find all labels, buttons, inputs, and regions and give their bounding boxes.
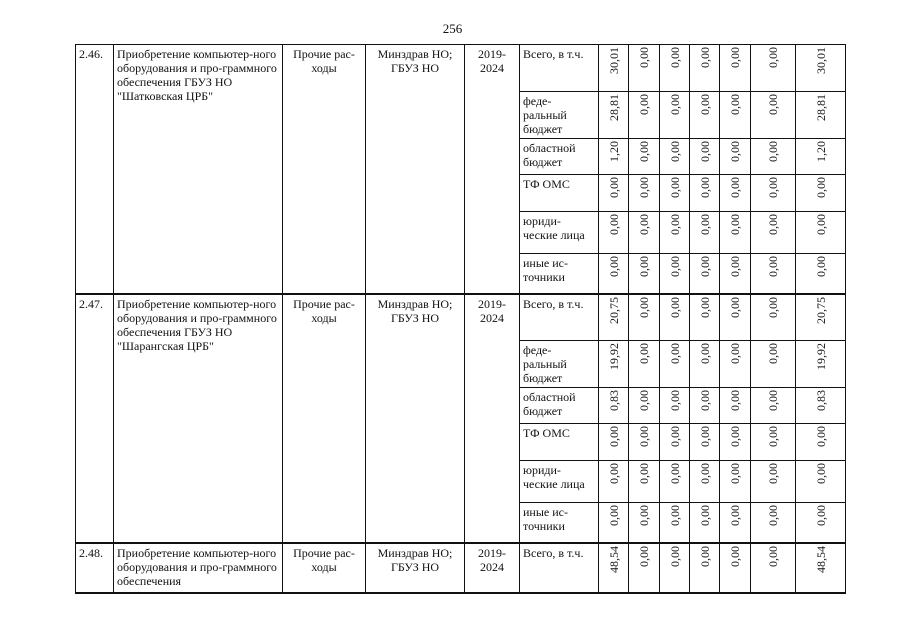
value-text: 20,75 — [813, 296, 828, 324]
value-cell — [660, 503, 690, 543]
value-cell — [690, 424, 720, 461]
value-cell — [599, 254, 629, 294]
value-text: 0,00 — [606, 256, 621, 277]
value-text: 0,00 — [667, 256, 682, 277]
item-number: 2.46. — [76, 45, 114, 294]
value-cell — [796, 341, 846, 388]
value-cell — [629, 294, 660, 341]
value-cell — [629, 424, 660, 461]
value-text: 1,20 — [813, 141, 828, 162]
funding-source: областной бюджет — [520, 139, 599, 175]
value-text: 0,00 — [637, 214, 651, 235]
value-text: 19,92 — [813, 343, 828, 370]
value-cell — [720, 254, 751, 294]
value-text: 0,00 — [728, 94, 742, 115]
table-row — [76, 543, 846, 593]
value-text: 0,00 — [637, 390, 651, 411]
value-text: 0,00 — [667, 141, 682, 162]
value-cell — [720, 503, 751, 543]
value-cell — [629, 388, 660, 424]
funding-source: иные ис-точники — [520, 503, 599, 543]
value-text: 0,00 — [766, 545, 780, 567]
value-cell — [720, 92, 751, 139]
executor: Минздрав НО; ГБУЗ НО — [366, 543, 465, 593]
value-text: 28,81 — [813, 94, 828, 121]
value-cell — [660, 341, 690, 388]
value-text: 28,81 — [606, 94, 621, 121]
value-cell — [599, 461, 629, 503]
value-text: 0,00 — [667, 94, 682, 115]
value-text: 0,00 — [637, 505, 651, 526]
value-cell — [660, 461, 690, 503]
value-cell — [751, 461, 796, 503]
value-cell — [690, 341, 720, 388]
funding-source: Всего, в т.ч. — [520, 45, 599, 92]
value-text: 48,54 — [813, 545, 828, 573]
value-cell — [751, 175, 796, 212]
value-cell — [629, 139, 660, 175]
value-text: 0,00 — [697, 505, 712, 526]
value-cell — [796, 212, 846, 254]
value-cell — [796, 254, 846, 294]
value-text: 0,00 — [728, 545, 742, 567]
expense-type: Прочие рас-ходы — [283, 45, 366, 294]
value-text: 48,54 — [606, 545, 621, 573]
value-cell — [629, 175, 660, 212]
value-text: 0,00 — [728, 463, 742, 484]
value-text: 0,00 — [667, 505, 682, 526]
item-name: Приобретение компьютер-ного оборудования и про-граммного обеспечения — [114, 543, 283, 593]
value-text: 0,00 — [637, 545, 651, 567]
expense-type: Прочие рас-ходы — [283, 543, 366, 593]
value-text: 30,01 — [606, 47, 621, 74]
value-cell — [751, 294, 796, 341]
value-text: 0,00 — [637, 177, 651, 198]
value-text: 0,00 — [813, 505, 828, 526]
value-text: 0,00 — [766, 426, 780, 447]
value-cell — [690, 388, 720, 424]
value-cell — [751, 341, 796, 388]
value-text: 0,00 — [728, 505, 742, 526]
value-text: 0,00 — [637, 94, 651, 115]
funding-source: феде-ральный бюджет — [520, 341, 599, 388]
value-cell — [660, 45, 690, 92]
program-table — [75, 44, 846, 594]
value-text: 0,00 — [667, 390, 682, 411]
value-text: 0,83 — [813, 390, 828, 411]
value-text: 0,00 — [697, 141, 712, 162]
value-cell — [720, 175, 751, 212]
value-cell — [690, 139, 720, 175]
value-cell — [690, 175, 720, 212]
value-cell — [796, 424, 846, 461]
value-text: 0,00 — [766, 390, 780, 411]
value-text: 0,00 — [697, 463, 712, 484]
value-text: 0,00 — [606, 214, 621, 235]
value-cell — [599, 175, 629, 212]
value-cell — [751, 254, 796, 294]
value-text: 0,00 — [697, 296, 712, 318]
funding-source: Всего, в т.ч. — [520, 294, 599, 341]
value-cell — [599, 503, 629, 543]
value-cell — [629, 45, 660, 92]
value-cell — [599, 92, 629, 139]
value-cell — [751, 45, 796, 92]
value-text: 0,00 — [766, 141, 780, 162]
funding-source: юриди-ческие лица — [520, 461, 599, 503]
value-cell — [599, 543, 629, 593]
value-cell — [599, 294, 629, 341]
value-text: 0,00 — [766, 94, 780, 115]
value-cell — [660, 294, 690, 341]
value-text: 0,00 — [697, 47, 712, 68]
value-cell — [720, 294, 751, 341]
value-text: 0,00 — [766, 256, 780, 277]
value-cell — [629, 341, 660, 388]
value-text: 0,00 — [667, 47, 682, 68]
value-cell — [796, 388, 846, 424]
funding-source: иные ис-точники — [520, 254, 599, 294]
table-row — [76, 45, 846, 92]
value-cell — [751, 212, 796, 254]
value-text: 0,00 — [813, 426, 828, 447]
item-name: Приобретение компьютер-ного оборудования и про-граммного обеспечения ГБУЗ НО "Шарангская ЦРБ" — [114, 294, 283, 543]
value-cell — [751, 388, 796, 424]
value-text: 0,00 — [697, 545, 712, 567]
value-cell — [796, 175, 846, 212]
funding-source: юриди-ческие лица — [520, 212, 599, 254]
value-text: 0,00 — [667, 177, 682, 198]
value-cell — [751, 503, 796, 543]
value-text: 0,00 — [728, 426, 742, 447]
table-row — [76, 294, 846, 341]
value-text: 0,00 — [813, 214, 828, 235]
value-text: 0,00 — [637, 343, 651, 364]
value-cell — [629, 503, 660, 543]
value-cell — [796, 45, 846, 92]
value-text: 0,00 — [667, 214, 682, 235]
value-cell — [690, 212, 720, 254]
value-text: 0,00 — [728, 296, 742, 318]
funding-source: Всего, в т.ч. — [520, 543, 599, 593]
value-text: 0,00 — [637, 296, 651, 318]
value-text: 0,00 — [766, 47, 780, 68]
value-text: 0,00 — [667, 343, 682, 364]
value-cell — [629, 461, 660, 503]
value-cell — [720, 212, 751, 254]
value-cell — [599, 388, 629, 424]
value-text: 0,00 — [637, 47, 651, 68]
value-text: 0,00 — [813, 463, 828, 484]
value-text: 0,00 — [637, 463, 651, 484]
value-text: 0,00 — [606, 426, 621, 447]
value-cell — [751, 92, 796, 139]
value-cell — [720, 388, 751, 424]
value-text: 0,00 — [728, 177, 742, 198]
value-cell — [690, 45, 720, 92]
value-text: 0,00 — [813, 256, 828, 277]
value-cell — [660, 139, 690, 175]
value-cell — [796, 543, 846, 593]
value-text: 0,00 — [766, 214, 780, 235]
value-cell — [796, 294, 846, 341]
value-text: 0,00 — [728, 390, 742, 411]
value-text: 0,00 — [766, 463, 780, 484]
value-text: 0,00 — [606, 177, 621, 198]
value-cell — [629, 92, 660, 139]
value-cell — [796, 139, 846, 175]
value-cell — [720, 45, 751, 92]
value-cell — [796, 461, 846, 503]
value-cell — [690, 92, 720, 139]
value-cell — [660, 175, 690, 212]
value-cell — [720, 139, 751, 175]
value-text: 0,00 — [667, 463, 682, 484]
value-text: 0,00 — [697, 94, 712, 115]
value-cell — [660, 92, 690, 139]
value-text: 0,00 — [728, 214, 742, 235]
value-text: 0,00 — [697, 426, 712, 447]
value-text: 0,00 — [728, 47, 742, 68]
value-cell — [629, 254, 660, 294]
value-text: 0,00 — [637, 256, 651, 277]
value-text: 0,00 — [667, 296, 682, 318]
value-cell — [660, 543, 690, 593]
value-cell — [599, 212, 629, 254]
value-text: 20,75 — [606, 296, 621, 324]
item-name: Приобретение компьютер-ного оборудования и про-граммного обеспечения ГБУЗ НО "Шатковская ЦРБ" — [114, 45, 283, 294]
value-text: 0,00 — [766, 177, 780, 198]
value-text: 0,00 — [766, 296, 780, 318]
value-text: 0,00 — [637, 426, 651, 447]
value-cell — [660, 254, 690, 294]
value-text: 0,00 — [766, 505, 780, 526]
value-cell — [629, 212, 660, 254]
value-cell — [720, 341, 751, 388]
value-text: 19,92 — [606, 343, 621, 370]
value-cell — [720, 543, 751, 593]
item-number: 2.48. — [76, 543, 114, 593]
value-cell — [690, 294, 720, 341]
value-cell — [720, 424, 751, 461]
funding-source: областной бюджет — [520, 388, 599, 424]
value-text: 0,00 — [697, 390, 712, 411]
value-cell — [751, 543, 796, 593]
value-cell — [599, 341, 629, 388]
value-text: 0,00 — [728, 256, 742, 277]
value-cell — [690, 503, 720, 543]
value-cell — [796, 503, 846, 543]
value-cell — [660, 212, 690, 254]
value-cell — [599, 45, 629, 92]
value-text: 0,00 — [697, 177, 712, 198]
item-number: 2.47. — [76, 294, 114, 543]
funding-source: ТФ ОМС — [520, 424, 599, 461]
value-cell — [690, 461, 720, 503]
funding-source: феде-ральный бюджет — [520, 92, 599, 139]
value-cell — [660, 424, 690, 461]
value-cell — [751, 139, 796, 175]
value-text: 0,00 — [728, 141, 742, 162]
period: 2019-2024 — [465, 294, 520, 543]
period: 2019-2024 — [465, 543, 520, 593]
value-text: 0,00 — [667, 545, 682, 567]
value-text: 0,00 — [606, 463, 621, 484]
value-text: 0,00 — [697, 256, 712, 277]
page-number: 256 — [442, 21, 463, 36]
value-cell — [690, 254, 720, 294]
value-cell — [660, 388, 690, 424]
value-text: 0,00 — [667, 426, 682, 447]
value-text: 0,00 — [728, 343, 742, 364]
value-text: 30,01 — [813, 47, 828, 74]
funding-source: ТФ ОМС — [520, 175, 599, 212]
value-cell — [751, 424, 796, 461]
value-text: 0,83 — [606, 390, 621, 411]
executor: Минздрав НО; ГБУЗ НО — [366, 45, 465, 294]
value-text: 0,00 — [697, 214, 712, 235]
value-cell — [629, 543, 660, 593]
executor: Минздрав НО; ГБУЗ НО — [366, 294, 465, 543]
period: 2019-2024 — [465, 45, 520, 294]
value-cell — [599, 139, 629, 175]
expense-type: Прочие рас-ходы — [283, 294, 366, 543]
value-text: 0,00 — [766, 343, 780, 364]
value-text: 0,00 — [813, 177, 828, 198]
value-text: 0,00 — [637, 141, 651, 162]
value-text: 1,20 — [606, 141, 621, 162]
value-cell — [690, 543, 720, 593]
value-text: 0,00 — [697, 343, 712, 364]
value-cell — [720, 461, 751, 503]
value-cell — [796, 92, 846, 139]
value-text: 0,00 — [606, 505, 621, 526]
value-cell — [599, 424, 629, 461]
